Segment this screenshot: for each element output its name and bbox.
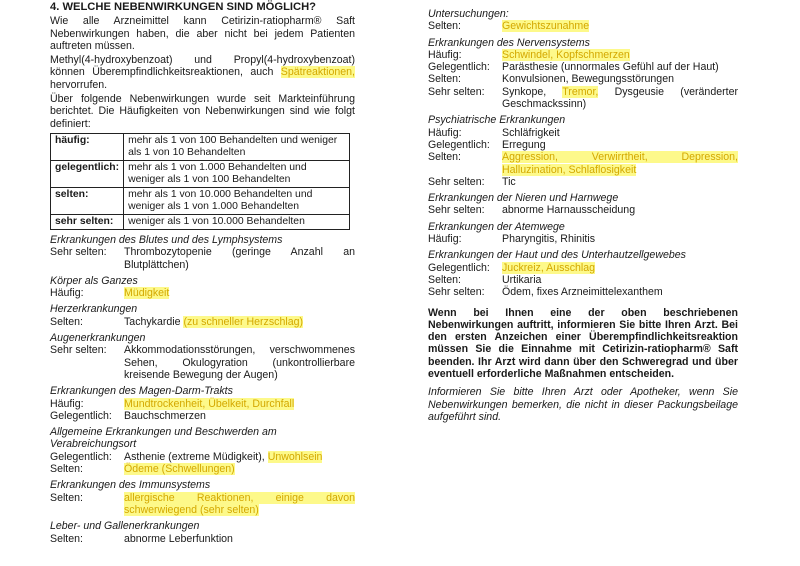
highlight: Aggression, Verwirrtheit, Depression, Halluzination, Schlaflosigkeit [502,151,738,176]
frequency-label: Selten: [50,532,83,545]
frequency-term: selten: [51,187,124,214]
frequency-label: Sehr selten: [428,175,485,188]
effect-row [50,463,355,475]
highlight: (zu schneller Herzschlag) [183,315,304,328]
effect-text: Konvulsionen, Bewegungsstörungen [502,73,674,86]
frequency-label: Gelegentlich: [428,138,490,151]
frequency-label: Sehr selten: [428,204,485,217]
section-heading: 4. WELCHE NEBENWIRKUNGEN SIND MÖGLICH? [50,1,317,13]
effect-row [428,233,738,245]
frequency-label: Häufig: [428,233,462,246]
effect-text: Bauchschmerzen [124,409,206,422]
frequency-label: Häufig: [428,126,462,139]
effect-row [50,287,355,299]
effect-text: Erregung [502,138,546,151]
effect-value [502,204,738,216]
effect-value [502,127,738,139]
highlight: allergische Reaktionen, einige davon schwerwiegend (sehr selten) [124,491,355,516]
category-title: Leber- und Gallenerkrankungen [50,520,200,533]
right-side-effect-list [428,8,738,299]
frequency-label: Selten: [428,151,461,164]
effect-row [50,451,355,463]
highlight: Juckreiz, Ausschlag [502,261,596,274]
category-title: Allgemeine Erkrankungen und Beschwerden am Verabreichungsort [50,426,277,451]
effect-row [428,49,738,61]
frequency-definition: mehr als 1 von 10.000 Behandelten und weniger als 1 von 1.000 Behandelten [124,187,350,214]
effect-row [428,286,738,298]
frequency-definition: weniger als 1 von 10.000 Behandelten [124,214,350,229]
effect-row [428,73,738,85]
effect-text: Tachykardie [124,315,181,328]
category-title: Erkrankungen des Immunsystems [50,479,211,492]
frequency-label: Häufig: [50,287,84,300]
effect-text: Akkommodationsstörungen, verschwommenes Sehen, Okulogyration (unkontrollierbare kreisende Bewegung der Augen) [124,344,355,381]
category-title: Augenerkrankungen [50,332,146,345]
category-title: Erkrankungen der Haut und des Unterhautzellgewebes [428,249,686,262]
frequency-label: Selten: [428,273,461,286]
frequency-label: Selten: [50,463,83,476]
effect-value [502,86,738,111]
effect-text: abnorme Harnausscheidung [502,204,636,217]
effect-row [428,61,738,73]
highlight: Schwindel, Kopfschmerzen [502,48,630,61]
frequency-label: Gelegentlich: [428,61,490,74]
right-column [428,4,738,425]
effect-value [502,20,738,32]
effect-text: Synkope, [502,85,547,98]
left-column [50,0,355,545]
category-title: Körper als Ganzes [50,274,138,287]
frequency-term: gelegentlich: [51,160,124,187]
effect-row [50,410,355,422]
effect-row [428,127,738,139]
effect-text: Asthenie (extreme Müdigkeit), [124,450,265,463]
effect-value [124,287,355,299]
frequency-label: Gelegentlich: [50,409,112,422]
effect-text: Dysgeusie (veränderter Geschmackssinn) [502,85,738,111]
effect-row [428,176,738,188]
frequency-term: häufig: [51,133,124,160]
frequency-definition: mehr als 1 von 1.000 Behandelten und weniger als 1 von 100 Behandelten [124,160,350,187]
category-title: Erkrankungen der Atemwege [428,220,565,233]
closing-paragraph: Informieren Sie bitte Ihren Arzt oder Apotheker, wenn Sie Nebenwirkungen bemerken, die nicht in dieser Packungsbeilage aufgeführt sind. [428,386,738,423]
highlight: Mundtrockenheit, Übelkeit, Durchfall [124,397,295,410]
effect-value [502,73,738,85]
effect-value [124,451,355,463]
category-title: Erkrankungen des Blutes und des Lymphsystems [50,233,283,246]
frequency-definition: mehr als 1 von 100 Behandelten und weniger als 1 von 10 Behandelten [124,133,350,160]
frequency-label: Selten: [428,20,461,33]
effect-row [50,492,355,517]
category-title: Herzerkrankungen [50,303,138,316]
frequency-label: Gelegentlich: [50,450,112,463]
effect-value [124,344,355,381]
effect-text: Tic [502,175,516,188]
effect-text: Parästhesie (unnormales Gefühl auf der Haut) [502,61,719,74]
effect-row [428,86,738,111]
frequency-label: Selten: [428,73,461,86]
effect-row [50,316,355,328]
effect-value [502,151,738,176]
frequency-row [51,214,350,229]
effect-value [502,49,738,61]
frequency-label: Sehr selten: [428,286,485,299]
frequency-row [51,133,350,160]
effect-value [124,410,355,422]
frequency-label: Sehr selten: [50,344,107,357]
effect-row [428,151,738,176]
frequency-table [50,133,350,230]
highlight: Unwohlsein [267,450,323,463]
highlight: Gewichtszunahme [502,20,590,33]
frequency-label: Selten: [50,491,83,504]
effect-row [428,204,738,216]
highlight: Müdigkeit [124,287,170,300]
effect-row [428,262,738,274]
frequency-term: sehr selten: [51,214,124,229]
intro-paragraph: Wie alle Arzneimittel kann Cetirizin-ratiopharm® Saft Nebenwirkungen haben, die aber nicht bei jedem Patienten auftreten müssen. [50,15,355,52]
effect-row [428,274,738,286]
effect-row [50,246,355,271]
frequency-label: Häufig: [428,48,462,61]
warning-paragraph: Wenn bei Ihnen eine der oben beschriebenen Nebenwirkungen auftritt, informieren Sie bitte Ihren Arzt. Bei den ersten Anzeichen einer Überempfindlichkeitsreaktion müssen Sie die Einnahme mit Cetirizin-ratiopharm® Saft beenden. Ihr Arzt wird dann über den Schweregrad und über eventuell erforderliche Maßnahmen entscheiden. [428,306,738,381]
paraben-text-end: hervorrufen. [50,78,108,91]
effect-row [50,533,355,545]
paraben-paragraph [50,54,355,91]
effect-value [124,398,355,410]
highlight: Tremor, [562,85,599,98]
effect-value [502,274,738,286]
effect-text: Thrombozytopenie (geringe Anzahl an Blutplättchen) [124,246,355,271]
category-title: Psychiatrische Erkrankungen [428,114,566,127]
effect-text: Ödem, fixes Arzneimittelexanthem [502,286,663,299]
effect-value [124,246,355,271]
frequency-label: Sehr selten: [50,246,107,259]
effect-row [50,344,355,381]
effect-text: abnorme Leberfunktion [124,532,233,545]
category-title: Erkrankungen des Magen-Darm-Trakts [50,385,233,398]
effect-text: Pharyngitis, Rhinitis [502,233,596,246]
effect-value [124,463,355,475]
frequency-label: Gelegentlich: [428,261,490,274]
frequency-label: Selten: [50,315,83,328]
effect-value [124,492,355,517]
frequency-label: Sehr selten: [428,85,485,98]
effect-value [502,61,738,73]
effect-text: Schläfrigkeit [502,126,560,139]
effect-value [502,233,738,245]
category-title: Erkrankungen des Nervensystems [428,36,590,49]
effect-value [502,139,738,151]
frequency-intro: Über folgende Nebenwirkungen wurde seit Markteinführung berichtet. Die Häufigkeiten von Nebenwirkungen sind wie folgt definiert: [50,93,355,130]
effect-value [502,262,738,274]
effect-row [428,139,738,151]
category-title: Untersuchungen: [428,8,509,20]
effect-row [428,20,738,32]
frequency-row [51,187,350,214]
effect-value [124,533,355,545]
highlight: Spätreaktionen, [280,66,355,79]
effect-value [124,316,355,328]
frequency-label: Häufig: [50,397,84,410]
category-title: Erkrankungen der Nieren und Harnwege [428,192,619,205]
effect-value [502,176,738,188]
effect-value [502,286,738,298]
effect-text: Urtikaria [502,273,542,286]
paraben-text: Methyl(4-hydroxybenzoat) und Propyl(4-hydroxybenzoat) können Überempfindlichkeitsreaktionen, auch [50,54,355,79]
effect-row [50,398,355,410]
highlight: Ödeme (Schwellungen) [124,463,235,476]
left-side-effect-list [50,234,355,545]
frequency-row [51,160,350,187]
